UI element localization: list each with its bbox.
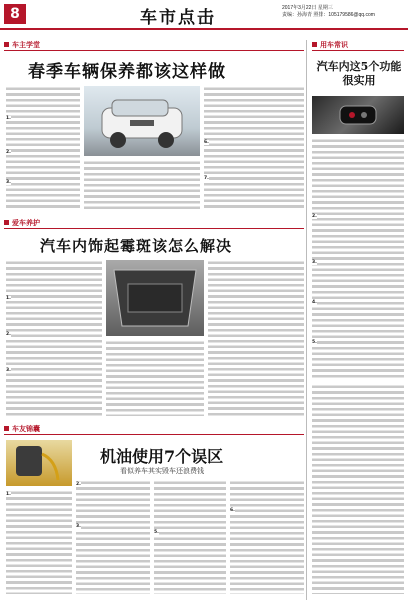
issue-date: 2017年3月22日 星期三 <box>282 5 333 11</box>
subhead-3: 3. <box>6 180 11 185</box>
subhead-sidebar-4: 4. <box>312 300 317 305</box>
article-text-column <box>230 480 304 594</box>
headline-oil-mistakes: 机油使用7个误区 <box>100 447 224 466</box>
headline-interior-functions: 汽车内这5个功能很实用 <box>316 60 402 87</box>
section-rule <box>4 228 304 229</box>
subhead-oil-3: 3. <box>76 524 81 529</box>
page-number: 8 <box>4 4 26 24</box>
article-text-column <box>76 480 150 594</box>
sidebar-text <box>312 138 404 378</box>
article-text-column <box>84 160 200 210</box>
section-masthead: 车市点击 <box>140 8 216 28</box>
suv-illustration <box>84 86 200 156</box>
key-illustration <box>312 96 404 134</box>
article-text-column <box>154 480 226 594</box>
subhead-sidebar-2: 2. <box>312 214 317 219</box>
section-rule <box>312 50 404 51</box>
subhead-sidebar-5: 5. <box>312 340 317 345</box>
subhead-care-3: 3. <box>6 368 11 373</box>
trunk-illustration <box>106 260 204 336</box>
section-label-common-sense: 用车常识 <box>312 40 348 50</box>
article-text-column <box>204 86 304 210</box>
oil-pour-illustration <box>6 440 72 486</box>
car-trunk-photo <box>106 260 204 336</box>
article-text-column <box>106 340 204 416</box>
sidebar-text <box>312 384 404 594</box>
subhead-2: 2. <box>6 150 11 155</box>
subhead-1: 1. <box>6 116 11 121</box>
page-header <box>0 0 408 30</box>
subhead-7: 7. <box>204 176 209 181</box>
car-key-photo <box>312 96 404 134</box>
section-label-car-friends: 车友锦囊 <box>4 424 40 434</box>
car-photo <box>84 86 200 156</box>
section-rule <box>4 434 304 435</box>
column-divider <box>306 40 307 600</box>
section-label-owner-study: 车主学堂 <box>4 40 40 50</box>
oil-bottle-photo <box>6 440 72 486</box>
issue-editors: 责编：孙海青 照排：105179586@qq.com <box>282 12 375 18</box>
subhead-6: 6. <box>204 140 209 145</box>
subhead-oil-6: 6. <box>230 508 235 513</box>
subhead-sidebar-3: 3. <box>312 260 317 265</box>
article-text-column <box>6 260 102 416</box>
subhead-oil-2: 2. <box>76 482 81 487</box>
section-label-car-care: 爱车养护 <box>4 218 40 228</box>
article-text-column <box>208 260 304 416</box>
subhead-oil-1: 1. <box>6 492 11 497</box>
article-text-column <box>6 490 72 594</box>
subhead-care-1: 1. <box>6 296 11 301</box>
headline-mold-odor: 汽车内饰起霉斑该怎么解决 <box>40 237 233 255</box>
subheadline-oil-mistakes: 看似养车其实毁车还浪费钱 <box>120 467 204 475</box>
section-rule <box>4 50 304 51</box>
headline-spring-maintenance: 春季车辆保养都该这样做 <box>28 62 226 82</box>
subhead-care-2: 2. <box>6 332 11 337</box>
subhead-oil-5: 5. <box>154 530 159 535</box>
article-text-column <box>6 86 80 210</box>
issue-meta <box>282 5 375 19</box>
